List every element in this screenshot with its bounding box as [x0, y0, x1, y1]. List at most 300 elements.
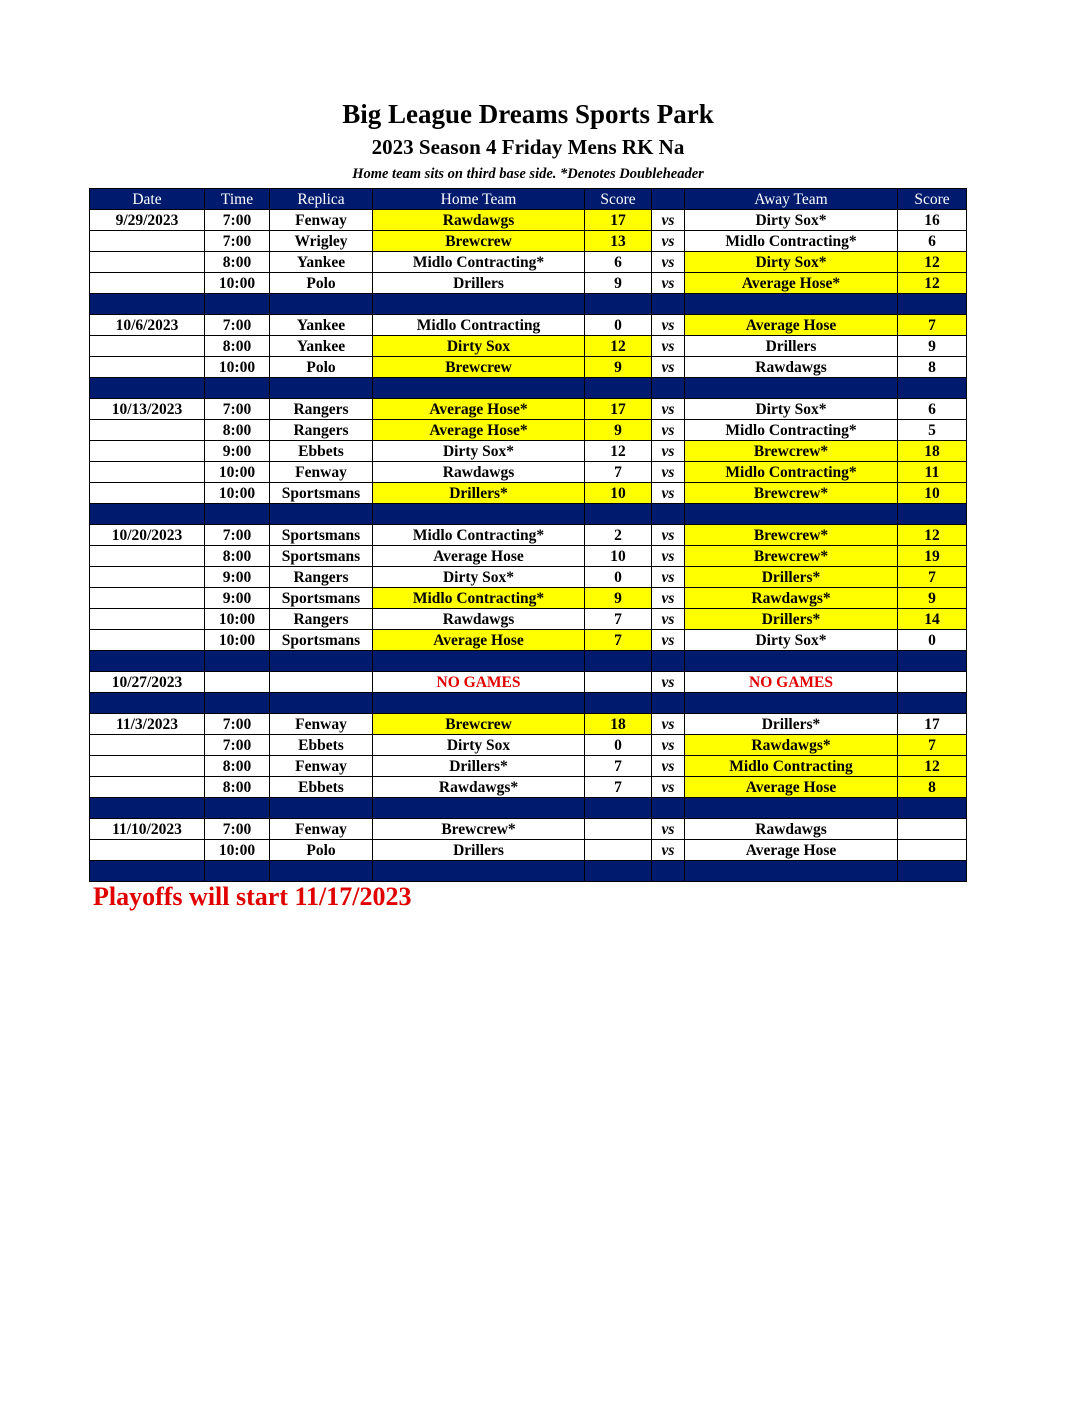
separator-cell [205, 504, 270, 525]
separator-row [90, 861, 967, 882]
separator-cell [898, 504, 967, 525]
separator-cell [685, 504, 898, 525]
away-score-cell: 12 [898, 273, 967, 294]
replica-cell: Sportsmans [270, 630, 373, 651]
separator-cell [685, 651, 898, 672]
time-cell: 8:00 [205, 252, 270, 273]
replica-cell: Sportsmans [270, 483, 373, 504]
replica-cell: Yankee [270, 315, 373, 336]
vs-cell: vs [652, 630, 685, 651]
separator-cell [898, 378, 967, 399]
date-cell [90, 336, 205, 357]
separator-cell [652, 798, 685, 819]
vs-cell: vs [652, 399, 685, 420]
vs-cell: vs [652, 714, 685, 735]
separator-row [90, 651, 967, 672]
separator-cell [898, 861, 967, 882]
away-score-cell: 7 [898, 315, 967, 336]
separator-cell [585, 693, 652, 714]
separator-cell [685, 861, 898, 882]
vs-cell: vs [652, 567, 685, 588]
page-title: Big League Dreams Sports Park [342, 99, 714, 129]
col-header-vs [652, 189, 685, 210]
away-team-cell: Drillers [685, 336, 898, 357]
separator-cell [585, 378, 652, 399]
table-row [90, 756, 967, 777]
separator-cell [270, 294, 373, 315]
table-row [90, 546, 967, 567]
away-score-cell: 10 [898, 483, 967, 504]
away-score-cell: 19 [898, 546, 967, 567]
home-team-cell: Rawdawgs [373, 609, 585, 630]
separator-cell [205, 651, 270, 672]
time-cell: 9:00 [205, 567, 270, 588]
replica-cell: Fenway [270, 210, 373, 231]
replica-cell [270, 672, 373, 693]
table-row [90, 819, 967, 840]
home-team-cell: Midlo Contracting* [373, 588, 585, 609]
away-team-cell: Midlo Contracting* [685, 420, 898, 441]
replica-cell: Fenway [270, 462, 373, 483]
home-team-cell: Drillers [373, 273, 585, 294]
separator-cell [685, 294, 898, 315]
date-cell [90, 441, 205, 462]
separator-cell [270, 861, 373, 882]
away-team-cell: Brewcrew* [685, 441, 898, 462]
separator-cell [205, 798, 270, 819]
time-cell: 10:00 [205, 462, 270, 483]
table-row [90, 462, 967, 483]
vs-cell: vs [652, 273, 685, 294]
away-score-cell: 7 [898, 567, 967, 588]
page-subtitle: 2023 Season 4 Friday Mens RK Na [371, 135, 685, 159]
home-score-cell: 7 [585, 630, 652, 651]
separator-cell [270, 651, 373, 672]
home-score-cell: 2 [585, 525, 652, 546]
replica-cell: Ebbets [270, 441, 373, 462]
home-score-cell: 0 [585, 315, 652, 336]
home-score-cell: 17 [585, 399, 652, 420]
table-row [90, 672, 967, 693]
time-cell: 7:00 [205, 714, 270, 735]
home-team-cell: Average Hose* [373, 420, 585, 441]
home-team-cell: Midlo Contracting* [373, 525, 585, 546]
separator-cell [652, 504, 685, 525]
away-team-cell: Brewcrew* [685, 483, 898, 504]
time-cell: 8:00 [205, 546, 270, 567]
home-team-cell: NO GAMES [373, 672, 585, 693]
away-team-cell: Midlo Contracting* [685, 231, 898, 252]
col-header-away-score: Score [898, 189, 967, 210]
replica-cell: Rangers [270, 609, 373, 630]
separator-row [90, 693, 967, 714]
separator-cell [205, 378, 270, 399]
away-team-cell: Average Hose [685, 840, 898, 861]
away-team-cell: NO GAMES [685, 672, 898, 693]
date-cell [90, 756, 205, 777]
table-row [90, 210, 967, 231]
separator-cell [205, 693, 270, 714]
date-cell [90, 630, 205, 651]
away-score-cell: 17 [898, 714, 967, 735]
date-cell [90, 420, 205, 441]
vs-cell: vs [652, 672, 685, 693]
separator-cell [90, 651, 205, 672]
table-row [90, 315, 967, 336]
separator-cell [685, 693, 898, 714]
home-score-cell: 7 [585, 756, 652, 777]
separator-cell [585, 798, 652, 819]
table-row [90, 525, 967, 546]
time-cell: 8:00 [205, 336, 270, 357]
col-header-home-score: Score [585, 189, 652, 210]
time-cell [205, 672, 270, 693]
replica-cell: Ebbets [270, 735, 373, 756]
home-team-cell: Average Hose* [373, 399, 585, 420]
vs-cell: vs [652, 336, 685, 357]
vs-cell: vs [652, 315, 685, 336]
schedule-body [90, 210, 967, 882]
table-row [90, 840, 967, 861]
col-header-away-team: Away Team [685, 189, 898, 210]
vs-cell: vs [652, 420, 685, 441]
date-cell: 10/27/2023 [90, 672, 205, 693]
separator-cell [90, 693, 205, 714]
time-cell: 8:00 [205, 420, 270, 441]
home-score-cell: 7 [585, 777, 652, 798]
separator-cell [373, 693, 585, 714]
table-row [90, 567, 967, 588]
time-cell: 10:00 [205, 483, 270, 504]
away-team-cell: Rawdawgs* [685, 735, 898, 756]
date-cell: 10/20/2023 [90, 525, 205, 546]
home-team-cell: Average Hose [373, 630, 585, 651]
date-cell [90, 231, 205, 252]
away-score-cell: 12 [898, 525, 967, 546]
playoffs-notice: Playoffs will start 11/17/2023 [93, 882, 412, 911]
home-team-cell: Drillers* [373, 483, 585, 504]
away-score-cell: 18 [898, 441, 967, 462]
home-score-cell [585, 672, 652, 693]
replica-cell: Polo [270, 357, 373, 378]
separator-cell [373, 378, 585, 399]
separator-cell [373, 861, 585, 882]
away-score-cell: 14 [898, 609, 967, 630]
away-score-cell [898, 840, 967, 861]
replica-cell: Yankee [270, 252, 373, 273]
date-cell [90, 483, 205, 504]
separator-cell [652, 378, 685, 399]
vs-cell: vs [652, 483, 685, 504]
time-cell: 10:00 [205, 357, 270, 378]
away-team-cell: Rawdawgs [685, 357, 898, 378]
date-cell [90, 567, 205, 588]
separator-cell [898, 693, 967, 714]
vs-cell: vs [652, 735, 685, 756]
separator-cell [205, 861, 270, 882]
separator-cell [585, 504, 652, 525]
table-row [90, 735, 967, 756]
separator-cell [373, 798, 585, 819]
replica-cell: Rangers [270, 399, 373, 420]
table-row [90, 441, 967, 462]
vs-cell: vs [652, 252, 685, 273]
time-cell: 7:00 [205, 819, 270, 840]
separator-row [90, 378, 967, 399]
home-team-cell: Dirty Sox* [373, 441, 585, 462]
vs-cell: vs [652, 441, 685, 462]
replica-cell: Rangers [270, 420, 373, 441]
away-score-cell: 6 [898, 399, 967, 420]
date-cell: 9/29/2023 [90, 210, 205, 231]
replica-cell: Yankee [270, 336, 373, 357]
separator-cell [373, 294, 585, 315]
time-cell: 10:00 [205, 273, 270, 294]
away-team-cell: Average Hose [685, 777, 898, 798]
away-score-cell: 11 [898, 462, 967, 483]
schedule-note: Home team sits on third base side. *Denotes Doubleheader [352, 166, 704, 182]
table-row [90, 714, 967, 735]
away-score-cell [898, 819, 967, 840]
home-score-cell: 0 [585, 735, 652, 756]
date-cell [90, 462, 205, 483]
date-cell [90, 735, 205, 756]
home-team-cell: Rawdawgs [373, 210, 585, 231]
home-score-cell: 9 [585, 273, 652, 294]
vs-cell: vs [652, 588, 685, 609]
time-cell: 9:00 [205, 588, 270, 609]
away-score-cell: 12 [898, 756, 967, 777]
home-team-cell: Brewcrew [373, 357, 585, 378]
away-team-cell: Rawdawgs [685, 819, 898, 840]
home-score-cell: 17 [585, 210, 652, 231]
table-row [90, 273, 967, 294]
away-team-cell: Dirty Sox* [685, 210, 898, 231]
table-row [90, 252, 967, 273]
vs-cell: vs [652, 231, 685, 252]
home-score-cell: 18 [585, 714, 652, 735]
table-row [90, 231, 967, 252]
separator-cell [585, 861, 652, 882]
vs-cell: vs [652, 546, 685, 567]
separator-cell [685, 798, 898, 819]
separator-row [90, 798, 967, 819]
separator-cell [90, 294, 205, 315]
date-cell [90, 609, 205, 630]
home-score-cell: 12 [585, 336, 652, 357]
time-cell: 10:00 [205, 609, 270, 630]
away-team-cell: Dirty Sox* [685, 252, 898, 273]
table-row [90, 336, 967, 357]
date-cell: 11/3/2023 [90, 714, 205, 735]
home-score-cell: 0 [585, 567, 652, 588]
table-row [90, 777, 967, 798]
separator-cell [205, 294, 270, 315]
home-team-cell: Rawdawgs* [373, 777, 585, 798]
home-team-cell: Dirty Sox [373, 336, 585, 357]
home-team-cell: Dirty Sox [373, 735, 585, 756]
time-cell: 7:00 [205, 735, 270, 756]
home-team-cell: Drillers [373, 840, 585, 861]
time-cell: 9:00 [205, 441, 270, 462]
replica-cell: Polo [270, 273, 373, 294]
time-cell: 7:00 [205, 525, 270, 546]
separator-cell [90, 378, 205, 399]
col-header-date: Date [90, 189, 205, 210]
separator-row [90, 294, 967, 315]
home-score-cell: 9 [585, 357, 652, 378]
date-cell [90, 252, 205, 273]
home-score-cell: 12 [585, 441, 652, 462]
time-cell: 8:00 [205, 756, 270, 777]
home-score-cell: 9 [585, 588, 652, 609]
home-team-cell: Brewcrew [373, 231, 585, 252]
table-row [90, 609, 967, 630]
away-score-cell: 0 [898, 630, 967, 651]
home-team-cell: Rawdawgs [373, 462, 585, 483]
time-cell: 7:00 [205, 399, 270, 420]
schedule-table [89, 188, 967, 882]
col-header-time: Time [205, 189, 270, 210]
date-cell [90, 588, 205, 609]
home-team-cell: Average Hose [373, 546, 585, 567]
away-team-cell: Dirty Sox* [685, 399, 898, 420]
vs-cell: vs [652, 819, 685, 840]
date-cell [90, 546, 205, 567]
separator-cell [270, 693, 373, 714]
separator-cell [585, 294, 652, 315]
vs-cell: vs [652, 840, 685, 861]
vs-cell: vs [652, 756, 685, 777]
home-score-cell: 10 [585, 546, 652, 567]
away-team-cell: Average Hose [685, 315, 898, 336]
home-score-cell: 13 [585, 231, 652, 252]
separator-cell [652, 294, 685, 315]
replica-cell: Sportsmans [270, 546, 373, 567]
replica-cell: Fenway [270, 819, 373, 840]
separator-cell [373, 504, 585, 525]
table-row [90, 420, 967, 441]
home-team-cell: Midlo Contracting [373, 315, 585, 336]
home-score-cell: 7 [585, 609, 652, 630]
vs-cell: vs [652, 357, 685, 378]
col-header-replica: Replica [270, 189, 373, 210]
time-cell: 7:00 [205, 210, 270, 231]
away-score-cell [898, 672, 967, 693]
replica-cell: Fenway [270, 714, 373, 735]
away-score-cell: 16 [898, 210, 967, 231]
replica-cell: Rangers [270, 567, 373, 588]
away-score-cell: 8 [898, 777, 967, 798]
time-cell: 7:00 [205, 315, 270, 336]
time-cell: 8:00 [205, 777, 270, 798]
date-cell [90, 273, 205, 294]
home-score-cell: 6 [585, 252, 652, 273]
vs-cell: vs [652, 210, 685, 231]
away-score-cell: 9 [898, 588, 967, 609]
away-team-cell: Brewcrew* [685, 525, 898, 546]
home-team-cell: Drillers* [373, 756, 585, 777]
away-score-cell: 9 [898, 336, 967, 357]
separator-cell [898, 651, 967, 672]
away-team-cell: Midlo Contracting* [685, 462, 898, 483]
separator-cell [90, 861, 205, 882]
home-team-cell: Midlo Contracting* [373, 252, 585, 273]
away-team-cell: Rawdawgs* [685, 588, 898, 609]
separator-cell [270, 504, 373, 525]
home-team-cell: Dirty Sox* [373, 567, 585, 588]
date-cell [90, 357, 205, 378]
separator-cell [898, 798, 967, 819]
away-score-cell: 7 [898, 735, 967, 756]
separator-cell [685, 378, 898, 399]
separator-cell [898, 294, 967, 315]
table-row [90, 357, 967, 378]
table-header-row [90, 189, 967, 210]
away-team-cell: Drillers* [685, 609, 898, 630]
date-cell [90, 840, 205, 861]
away-score-cell: 12 [898, 252, 967, 273]
col-header-home-team: Home Team [373, 189, 585, 210]
away-score-cell: 5 [898, 420, 967, 441]
table-row [90, 483, 967, 504]
separator-row [90, 504, 967, 525]
vs-cell: vs [652, 777, 685, 798]
home-score-cell: 9 [585, 420, 652, 441]
replica-cell: Ebbets [270, 777, 373, 798]
time-cell: 10:00 [205, 840, 270, 861]
date-cell: 10/6/2023 [90, 315, 205, 336]
table-row [90, 399, 967, 420]
separator-cell [652, 651, 685, 672]
away-score-cell: 6 [898, 231, 967, 252]
vs-cell: vs [652, 525, 685, 546]
table-row [90, 630, 967, 651]
time-cell: 10:00 [205, 630, 270, 651]
date-cell: 10/13/2023 [90, 399, 205, 420]
replica-cell: Sportsmans [270, 525, 373, 546]
home-team-cell: Brewcrew [373, 714, 585, 735]
separator-cell [270, 378, 373, 399]
date-cell: 11/10/2023 [90, 819, 205, 840]
away-team-cell: Drillers* [685, 567, 898, 588]
table-row [90, 588, 967, 609]
away-team-cell: Midlo Contracting [685, 756, 898, 777]
home-score-cell: 10 [585, 483, 652, 504]
time-cell: 7:00 [205, 231, 270, 252]
separator-cell [90, 504, 205, 525]
away-team-cell: Average Hose* [685, 273, 898, 294]
vs-cell: vs [652, 609, 685, 630]
away-team-cell: Brewcrew* [685, 546, 898, 567]
vs-cell: vs [652, 462, 685, 483]
replica-cell: Fenway [270, 756, 373, 777]
replica-cell: Sportsmans [270, 588, 373, 609]
home-team-cell: Brewcrew* [373, 819, 585, 840]
separator-cell [652, 861, 685, 882]
home-score-cell [585, 840, 652, 861]
away-score-cell: 8 [898, 357, 967, 378]
home-score-cell [585, 819, 652, 840]
date-cell [90, 777, 205, 798]
away-team-cell: Dirty Sox* [685, 630, 898, 651]
home-score-cell: 7 [585, 462, 652, 483]
separator-cell [652, 693, 685, 714]
away-team-cell: Drillers* [685, 714, 898, 735]
replica-cell: Wrigley [270, 231, 373, 252]
separator-cell [270, 798, 373, 819]
replica-cell: Polo [270, 840, 373, 861]
